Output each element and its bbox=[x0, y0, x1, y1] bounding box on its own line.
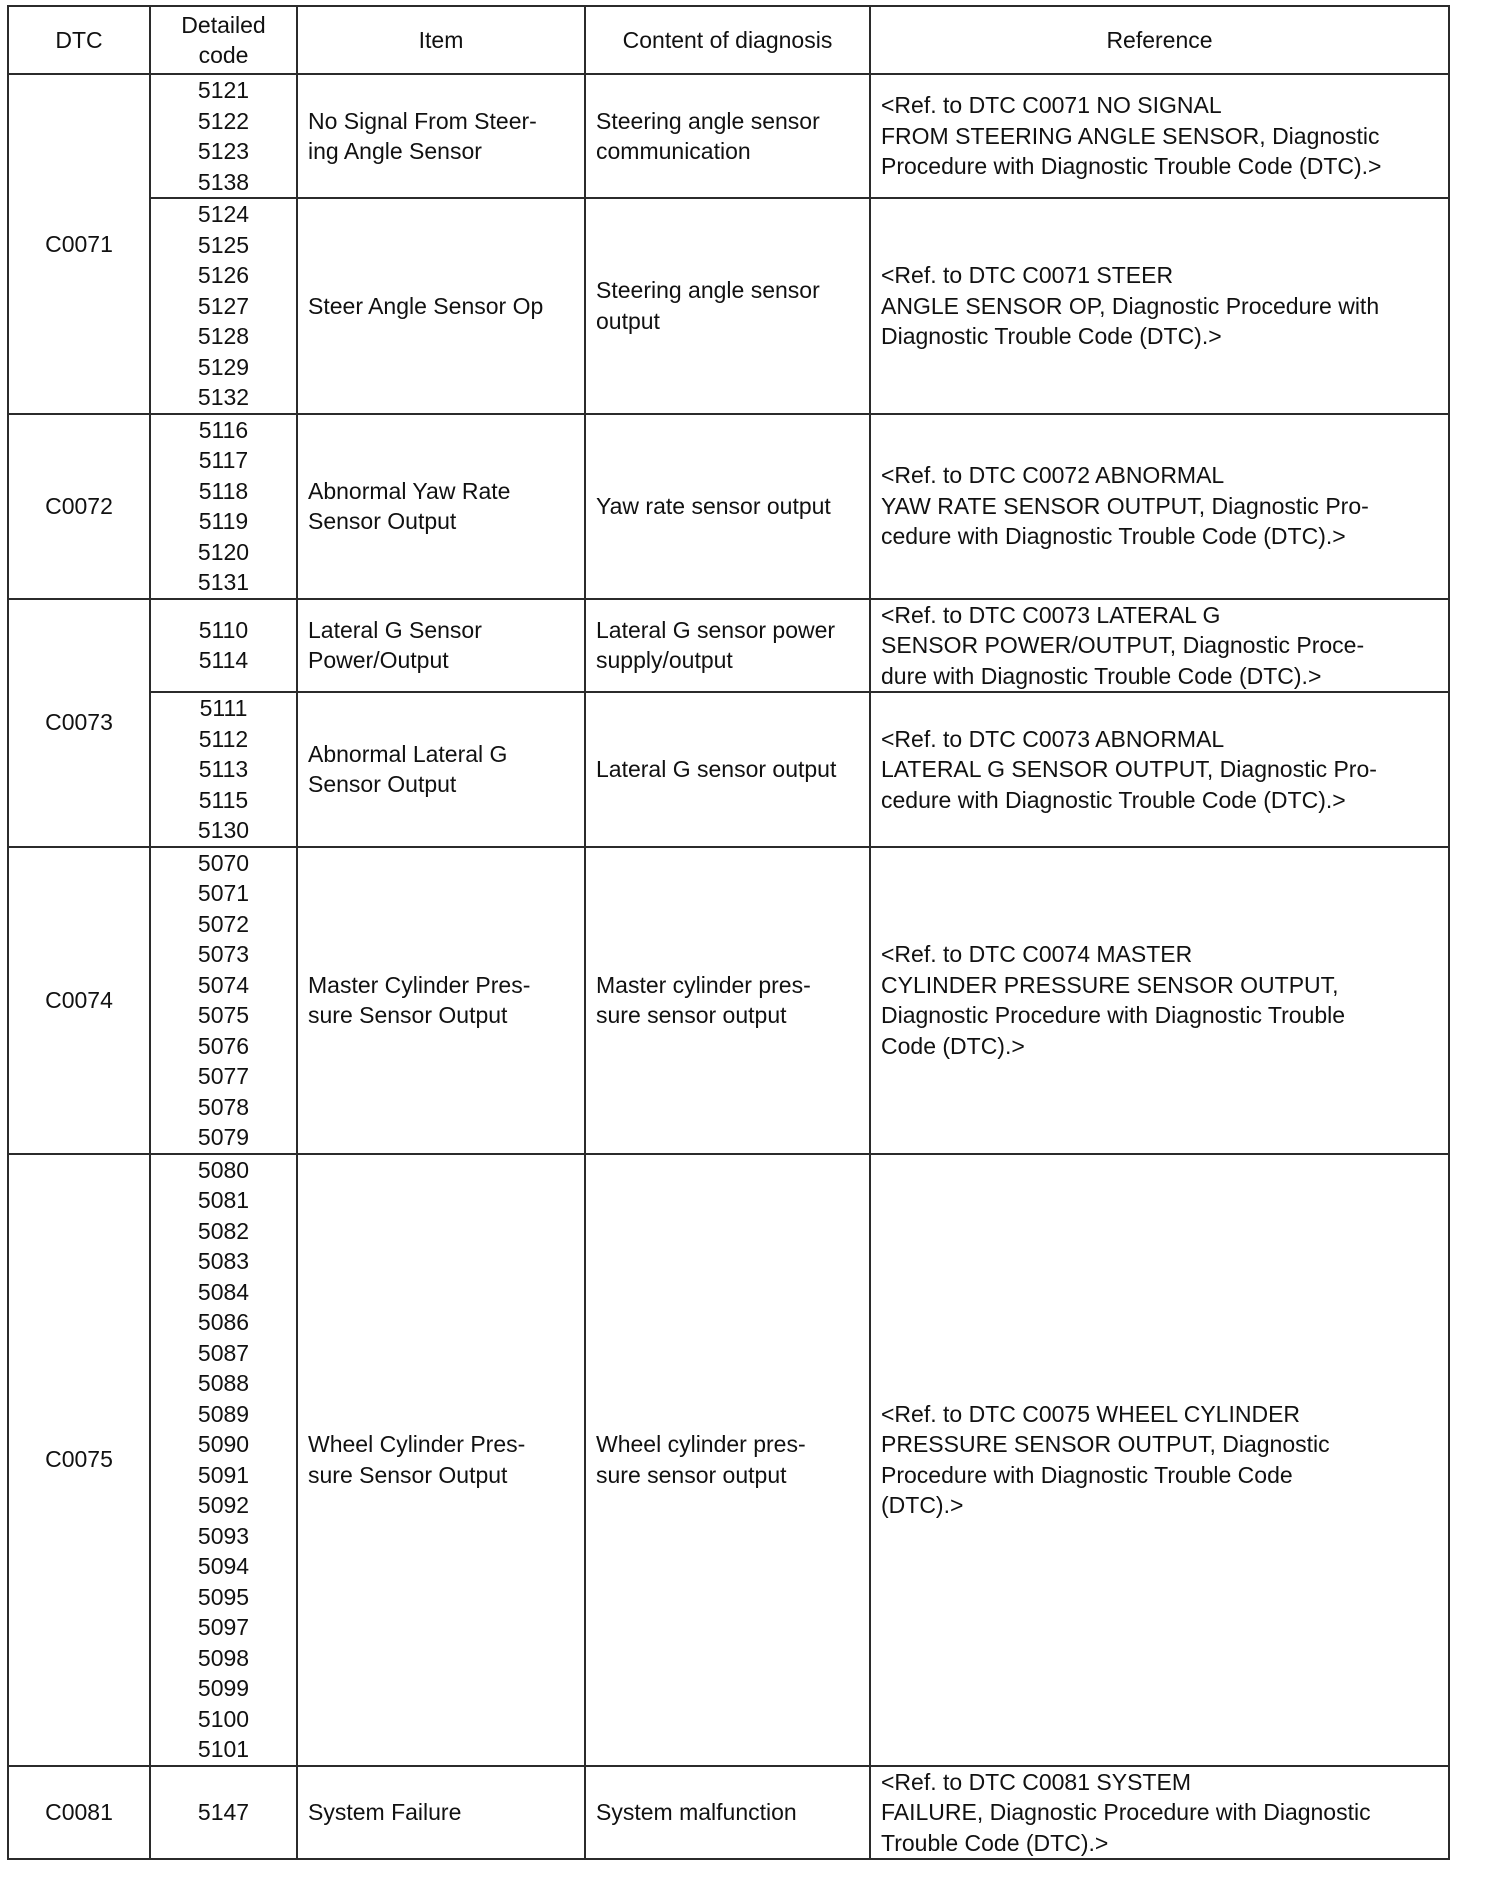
content-cell: Wheel cylinder pres- sure sensor output bbox=[585, 1154, 870, 1766]
header-content: Content of diagnosis bbox=[585, 6, 870, 74]
detailed-code-cell bbox=[150, 599, 297, 693]
detailed-code: 5080 bbox=[197, 1156, 250, 1183]
detailed-code: 5082 bbox=[197, 1217, 250, 1244]
detailed-code: 5090 bbox=[197, 1431, 250, 1457]
content-cell: Steering angle sensor output bbox=[585, 198, 870, 414]
reference-cell: <Ref. to DTC C0073 ABNORMAL LATERAL G SENSOR OUTPUT, Diagnostic Pro- cedure with Diagnostic Trouble Code (DTC).> bbox=[870, 692, 1449, 847]
detailed-code: 5138 bbox=[197, 168, 250, 195]
header-reference: Reference bbox=[870, 6, 1449, 74]
detailed-code: 5129 bbox=[197, 353, 250, 380]
item-cell: Abnormal Yaw Rate Sensor Output bbox=[297, 414, 585, 599]
detailed-code: 5125 bbox=[197, 231, 250, 258]
content-cell: Master cylinder pres- sure sensor output bbox=[585, 847, 870, 1154]
table-row bbox=[8, 1154, 1449, 1766]
detailed-code: 5097 bbox=[197, 1614, 250, 1640]
detailed-code: 5131 bbox=[197, 569, 250, 595]
header-dtc: DTC bbox=[8, 6, 150, 74]
dtc-cell: C0074 bbox=[8, 847, 150, 1154]
item-cell: Abnormal Lateral G Sensor Output bbox=[297, 692, 585, 847]
item-cell: System Failure bbox=[297, 1766, 585, 1860]
detailed-code: 5099 bbox=[197, 1675, 250, 1701]
detailed-code-cell bbox=[150, 74, 297, 198]
detailed-code: 5110 bbox=[198, 616, 249, 643]
detailed-code: 5089 bbox=[197, 1400, 250, 1427]
detailed-code: 5074 bbox=[197, 971, 250, 998]
detailed-code: 5128 bbox=[197, 323, 250, 349]
detailed-code: 5114 bbox=[198, 647, 249, 674]
detailed-code-cell bbox=[150, 414, 297, 599]
table-row bbox=[8, 599, 1449, 693]
detailed-code: 5092 bbox=[197, 1492, 250, 1518]
detailed-code: 5081 bbox=[197, 1187, 250, 1213]
content-cell: Steering angle sensor communication bbox=[585, 74, 870, 198]
detailed-code: 5124 bbox=[197, 201, 250, 227]
detailed-code: 5123 bbox=[197, 138, 250, 164]
table-row bbox=[8, 692, 1449, 847]
item-cell: Lateral G Sensor Power/Output bbox=[297, 599, 585, 693]
dtc-cell: C0075 bbox=[8, 1154, 150, 1766]
detailed-code-cell bbox=[150, 692, 297, 847]
reference-cell: <Ref. to DTC C0071 STEER ANGLE SENSOR OP, Diagnostic Procedure with Diagnostic Trouble Code (DTC).> bbox=[870, 198, 1449, 414]
detailed-code: 5111 bbox=[199, 695, 248, 721]
dtc-cell: C0071 bbox=[8, 74, 150, 414]
table-header bbox=[8, 6, 1449, 74]
table-row bbox=[8, 198, 1449, 414]
detailed-code: 5126 bbox=[197, 262, 250, 288]
detailed-code: 5079 bbox=[197, 1124, 250, 1150]
detailed-code: 5077 bbox=[197, 1063, 250, 1089]
header-row bbox=[8, 6, 1449, 74]
table-row bbox=[8, 847, 1449, 1154]
detailed-code: 5117 bbox=[198, 447, 249, 473]
item-cell: No Signal From Steer- ing Angle Sensor bbox=[297, 74, 585, 198]
detailed-code: 5093 bbox=[197, 1522, 250, 1549]
reference-cell: <Ref. to DTC C0072 ABNORMAL YAW RATE SENSOR OUTPUT, Diagnostic Pro- cedure with Diagnostic Trouble Code (DTC).> bbox=[870, 414, 1449, 599]
header-detailed-code: Detailed code bbox=[150, 6, 297, 74]
detailed-code: 5113 bbox=[198, 756, 249, 782]
content-cell: System malfunction bbox=[585, 1766, 870, 1860]
dtc-table bbox=[7, 5, 1450, 1860]
content-cell: Yaw rate sensor output bbox=[585, 414, 870, 599]
detailed-code: 5086 bbox=[197, 1309, 250, 1335]
reference-cell: <Ref. to DTC C0075 WHEEL CYLINDER PRESSURE SENSOR OUTPUT, Diagnostic Procedure with Diagnostic Trouble Code (DTC).> bbox=[870, 1154, 1449, 1766]
detailed-code: 5120 bbox=[197, 538, 250, 565]
detailed-code: 5072 bbox=[197, 910, 250, 937]
detailed-code: 5147 bbox=[197, 1799, 250, 1825]
detailed-code: 5101 bbox=[197, 1736, 250, 1762]
detailed-code-cell bbox=[150, 1154, 297, 1766]
item-cell: Master Cylinder Pres- sure Sensor Output bbox=[297, 847, 585, 1154]
item-cell: Steer Angle Sensor Op bbox=[297, 198, 585, 414]
detailed-code: 5122 bbox=[197, 107, 250, 134]
table-row bbox=[8, 414, 1449, 599]
dtc-cell: C0072 bbox=[8, 414, 150, 599]
detailed-code: 5100 bbox=[197, 1705, 250, 1732]
reference-cell: <Ref. to DTC C0071 NO SIGNAL FROM STEERING ANGLE SENSOR, Diagnostic Procedure with Diagnostic Trouble Code (DTC).> bbox=[870, 74, 1449, 198]
detailed-code: 5098 bbox=[197, 1644, 250, 1671]
item-cell: Wheel Cylinder Pres- sure Sensor Output bbox=[297, 1154, 585, 1766]
detailed-code: 5130 bbox=[197, 817, 250, 843]
dtc-cell: C0081 bbox=[8, 1766, 150, 1860]
dtc-cell: C0073 bbox=[8, 599, 150, 847]
detailed-code-cell bbox=[150, 198, 297, 414]
detailed-code: 5127 bbox=[197, 292, 250, 319]
reference-cell: <Ref. to DTC C0081 SYSTEM FAILURE, Diagnostic Procedure with Diagnostic Trouble Code (DTC).> bbox=[870, 1766, 1449, 1860]
detailed-code: 5075 bbox=[197, 1002, 250, 1028]
table-row bbox=[8, 1766, 1449, 1860]
detailed-code: 5070 bbox=[197, 849, 250, 876]
content-cell: Lateral G sensor output bbox=[585, 692, 870, 847]
detailed-code: 5112 bbox=[198, 725, 249, 752]
detailed-code: 5116 bbox=[198, 416, 249, 443]
content-cell: Lateral G sensor power supply/output bbox=[585, 599, 870, 693]
detailed-code: 5118 bbox=[198, 477, 249, 504]
detailed-code: 5119 bbox=[198, 508, 249, 534]
detailed-code: 5078 bbox=[197, 1093, 250, 1120]
detailed-code: 5084 bbox=[197, 1278, 250, 1305]
detailed-code: 5071 bbox=[197, 880, 250, 906]
detailed-code: 5121 bbox=[197, 77, 250, 103]
detailed-code: 5083 bbox=[197, 1248, 250, 1274]
detailed-code-cell bbox=[150, 1766, 297, 1860]
table-body bbox=[8, 74, 1449, 1859]
reference-cell: <Ref. to DTC C0073 LATERAL G SENSOR POWER/OUTPUT, Diagnostic Proce- dure with Diagnostic Trouble Code (DTC).> bbox=[870, 599, 1449, 693]
detailed-code: 5091 bbox=[197, 1461, 250, 1488]
detailed-code: 5132 bbox=[197, 384, 250, 410]
detailed-code: 5115 bbox=[198, 786, 249, 813]
detailed-code: 5076 bbox=[197, 1032, 250, 1059]
detailed-code: 5088 bbox=[197, 1370, 250, 1396]
detailed-code: 5094 bbox=[197, 1553, 250, 1579]
detailed-code-cell bbox=[150, 847, 297, 1154]
detailed-code: 5073 bbox=[197, 941, 250, 967]
table-row bbox=[8, 74, 1449, 198]
detailed-code: 5087 bbox=[197, 1339, 250, 1366]
header-item: Item bbox=[297, 6, 585, 74]
reference-cell: <Ref. to DTC C0074 MASTER CYLINDER PRESSURE SENSOR OUTPUT, Diagnostic Procedure with Diagnostic Trouble Code (DTC).> bbox=[870, 847, 1449, 1154]
detailed-code: 5095 bbox=[197, 1583, 250, 1610]
